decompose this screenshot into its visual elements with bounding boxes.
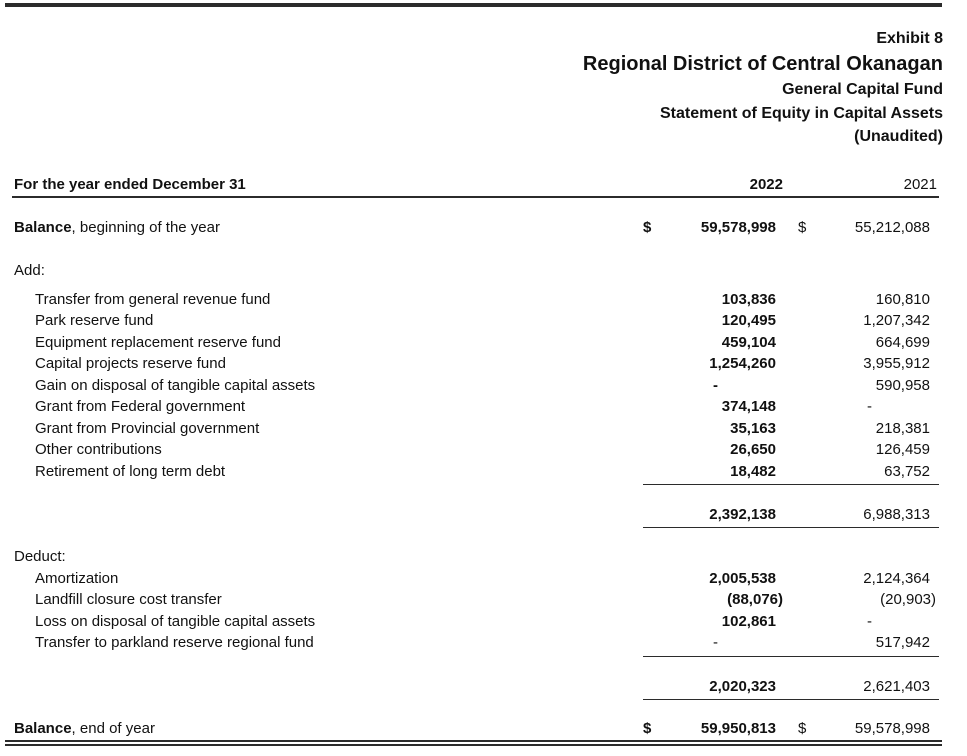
deduct-total-rule xyxy=(643,699,939,700)
add-item-label: Other contributions xyxy=(35,441,162,458)
add-item-current: 120,495 xyxy=(721,312,776,329)
deduct-total-current: 2,020,323 xyxy=(709,678,776,695)
add-item-label: Capital projects reserve fund xyxy=(35,355,226,372)
audit-status: (Unaudited) xyxy=(854,128,943,145)
deduct-item-prior: 517,942 xyxy=(875,634,930,651)
add-item-prior: 218,381 xyxy=(875,420,930,437)
add-item-label: Transfer from general revenue fund xyxy=(35,291,271,308)
deduct-total-prior: 2,621,403 xyxy=(863,678,930,695)
add-item-current: 26,650 xyxy=(730,441,776,458)
column-header-current: 2022 xyxy=(749,176,783,193)
opening-balance-label: Balance, beginning of the year xyxy=(14,219,220,236)
add-item-prior: 126,459 xyxy=(875,441,930,458)
bottom-rule-upper xyxy=(5,740,942,742)
header-rule xyxy=(12,196,939,198)
deduct-item-current: 2,005,538 xyxy=(709,570,776,587)
add-item-current: 35,163 xyxy=(730,420,776,437)
add-item-prior: 590,958 xyxy=(875,377,930,394)
add-total-prior: 6,988,313 xyxy=(863,506,930,523)
deduct-item-prior: (20,903) xyxy=(880,591,936,608)
add-section-label: Add: xyxy=(14,262,45,279)
deduct-item-label: Landfill closure cost transfer xyxy=(35,591,222,608)
bottom-rule-lower xyxy=(5,744,942,746)
add-item-current: 103,836 xyxy=(721,291,776,308)
closing-currency-prior: $ xyxy=(798,720,807,737)
closing-balance-prior: 59,578,998 xyxy=(854,720,930,737)
add-item-label: Grant from Federal government xyxy=(35,398,246,415)
add-item-prior: 160,810 xyxy=(875,291,930,308)
add-subtotal-rule xyxy=(643,484,939,485)
opening-currency-current: $ xyxy=(643,219,652,236)
statement-title: Statement of Equity in Capital Assets xyxy=(659,105,943,122)
add-item-prior: 664,699 xyxy=(875,334,930,351)
add-item-label: Park reserve fund xyxy=(35,312,154,329)
add-item-current: 18,482 xyxy=(730,463,776,480)
add-item-label: Gain on disposal of tangible capital assets xyxy=(35,377,316,394)
deduct-item-label: Amortization xyxy=(35,570,119,587)
deduct-item-label: Transfer to parkland reserve regional fund xyxy=(35,634,314,651)
opening-currency-prior: $ xyxy=(798,219,807,236)
add-total-rule xyxy=(643,527,939,528)
fund-name: General Capital Fund xyxy=(782,81,943,98)
deduct-item-prior: - xyxy=(867,613,872,630)
deduct-item-current: (88,076) xyxy=(727,591,783,608)
closing-balance-label: Balance, end of year xyxy=(14,720,155,737)
deduct-subtotal-rule xyxy=(643,656,939,657)
column-header-prior: 2021 xyxy=(903,176,937,193)
add-item-label: Equipment replacement reserve fund xyxy=(35,334,281,351)
add-item-prior: 63,752 xyxy=(884,463,930,480)
add-item-label: Retirement of long term debt xyxy=(35,463,226,480)
add-item-current: 459,104 xyxy=(721,334,776,351)
deduct-item-label: Loss on disposal of tangible capital assets xyxy=(35,613,316,630)
add-item-prior: - xyxy=(867,398,872,415)
deduct-item-current: - xyxy=(713,634,718,651)
opening-balance-prior: 55,212,088 xyxy=(854,219,930,236)
deduct-item-current: 102,861 xyxy=(721,613,776,630)
add-item-current: 374,148 xyxy=(721,398,776,415)
organization-title: Regional District of Central Okanagan xyxy=(582,53,943,75)
closing-balance-current: 59,950,813 xyxy=(700,720,776,737)
add-item-current: - xyxy=(713,377,718,394)
add-item-prior: 3,955,912 xyxy=(863,355,930,372)
deduct-item-prior: 2,124,364 xyxy=(863,570,930,587)
add-item-prior: 1,207,342 xyxy=(863,312,930,329)
exhibit-number: Exhibit 8 xyxy=(876,30,943,47)
opening-balance-current: 59,578,998 xyxy=(700,219,776,236)
add-item-label: Grant from Provincial government xyxy=(35,420,260,437)
deduct-section-label: Deduct: xyxy=(14,548,66,565)
column-header-label: For the year ended December 31 xyxy=(14,176,246,193)
closing-currency-current: $ xyxy=(643,720,652,737)
add-item-current: 1,254,260 xyxy=(709,355,776,372)
add-total-current: 2,392,138 xyxy=(709,506,776,523)
top-rule xyxy=(5,3,942,7)
